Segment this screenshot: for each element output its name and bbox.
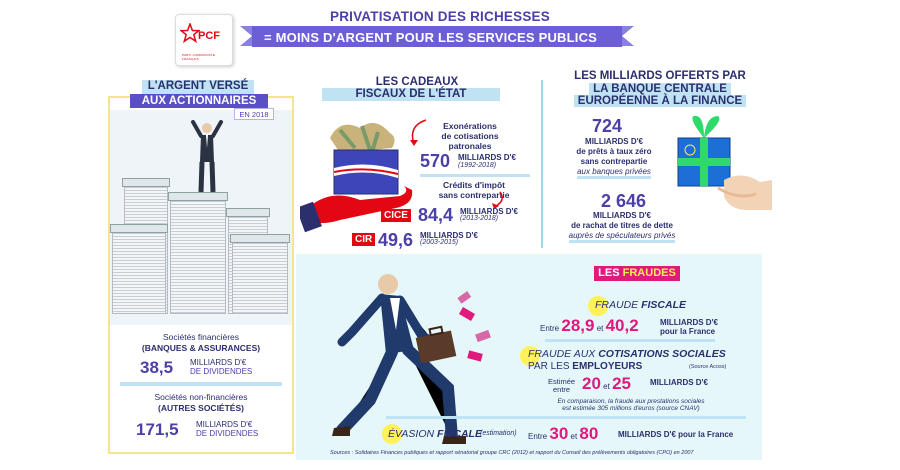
cir-amount: 49,6 — [378, 230, 414, 250]
arrow-curve-icon — [404, 118, 430, 148]
tax-credits-label-line1: Crédits d'impôt — [443, 180, 505, 190]
tax-fraud-unit — [660, 318, 718, 336]
businessman-icon — [190, 118, 224, 194]
fraud-divider — [386, 416, 746, 419]
exonerations-label — [430, 121, 510, 151]
tax-fraud-prefix: Entre — [540, 324, 560, 333]
tax-evasion-prefix: Entre — [528, 432, 548, 441]
exonerations-label-line2: de cotisations — [441, 131, 499, 141]
logo-text: PCF — [198, 30, 220, 42]
financial-desc-line1: Sociétés financières — [162, 332, 240, 342]
tax-fraud-unit-line1: MILLIARDS D'€ — [660, 318, 718, 327]
ecb-title-line3: EUROPÉENNE À LA FINANCE — [574, 95, 746, 107]
ecb-loans-unit — [558, 137, 670, 177]
cir-tag: CIR — [352, 233, 375, 246]
social-fraud-and: et — [603, 382, 610, 391]
social-fraud-range — [582, 374, 631, 394]
tax-credits-label — [428, 180, 520, 200]
tax-evasion-range — [528, 424, 598, 444]
social-fraud-estime-line1: Estimée — [548, 377, 576, 386]
tax-fraud-title-b: FISCALE — [641, 299, 687, 311]
social-fraud-note-line2: est estimée 305 millions d'euros (source CNAV) — [562, 405, 700, 412]
money-stack — [112, 230, 166, 314]
money-bill — [110, 224, 168, 233]
money-stack — [170, 198, 226, 314]
nonfinancial-desc-line2: (AUTRES SOCIÉTÉS) — [158, 403, 244, 413]
cice-period: (2013-2018) — [460, 215, 499, 222]
ecb-title-line1: LES MILLIARDS OFFERTS PAR — [574, 70, 746, 82]
nonfinancial-companies-desc — [110, 392, 292, 414]
money-bill — [230, 234, 290, 243]
sources-footnote: Sources : Solidaires Finances publiques et rapport sénatorial groupe CRC (2012) et rapport du Conseil des prélèvements obligatoires (CPO) en 2007 — [330, 450, 694, 456]
exonerations-amount: 570 — [420, 151, 451, 171]
nonfinancial-dividends-amount: 171,5 — [136, 420, 179, 439]
social-fraud-note-line1: En comparaison, la fraude aux prestations sociales — [557, 398, 705, 405]
social-fraud-unit: MILLIARDS D'€ — [650, 378, 708, 387]
tax-fraud-range — [540, 316, 639, 336]
ecb-bonds-unit-line2: de rachat de titres de dette — [571, 221, 673, 230]
tax-evasion-title-b: FISCALE — [437, 428, 482, 440]
nonfinancial-dividends-unit — [196, 420, 258, 438]
tax-fraud-unit-line2: pour la France — [660, 327, 716, 336]
financial-unit-line2: DE DIVIDENDES — [190, 367, 253, 376]
social-fraud-subtitle — [528, 361, 642, 372]
nonfinancial-unit-line1: MILLIARDS D'€ — [196, 420, 253, 429]
ecb-loans-unit-line3: sans contrepartie — [580, 157, 648, 166]
exonerations-unit: MILLIARDS D'€ — [458, 153, 516, 162]
tax-evasion-estimation: (estimation) — [480, 430, 517, 437]
tax-evasion-low: 30 — [549, 424, 569, 443]
tax-credits-label-line2: sans contrepartie — [438, 190, 510, 200]
money-stack — [232, 240, 288, 314]
tax-gifts-title-line1: LES CADEAUX — [375, 76, 459, 88]
tax-gifts-title-line2: FISCAUX DE L'ÉTAT — [355, 88, 467, 100]
ecb-bonds-unit-line1: MILLIARDS D'€ — [593, 211, 651, 220]
ecb-title — [562, 70, 758, 108]
pcf-logo — [175, 14, 233, 66]
left-title-line1: L'ARGENT VERSÉ — [147, 80, 249, 92]
ecb-bonds-unit-line3: auprès de spéculateurs privés — [569, 231, 676, 243]
social-fraud-title — [528, 349, 726, 360]
gift-euro-icon — [664, 110, 774, 218]
nonfinancial-desc-line1: Sociétés non-financières — [154, 392, 248, 402]
social-fraud-low: 20 — [582, 374, 601, 393]
social-fraud-estime-line2: entre — [552, 385, 571, 394]
cice-unit: MILLIARDS D'€ — [460, 207, 518, 216]
social-fraud-source: (Source Acoss) — [689, 364, 727, 370]
logo-subtext: PARTI COMMUNISTE FRANÇAIS — [182, 53, 216, 61]
running-man-icon — [330, 270, 500, 454]
ecb-bonds-unit — [557, 211, 687, 241]
exonerations-period: (1992-2018) — [458, 162, 497, 169]
social-fraud-sub-b: EMPLOYEURS — [572, 361, 643, 372]
tax-fraud-low: 28,9 — [561, 316, 595, 335]
financial-desc-line2: (BANQUES & ASSURANCES) — [141, 343, 261, 353]
cir-unit: MILLIARDS D'€ — [420, 231, 478, 240]
ecb-loans-unit-line1: MILLIARDS D'€ — [585, 137, 643, 146]
nonfinancial-unit-line2: DE DIVIDENDES — [196, 429, 259, 438]
social-fraud-high: 25 — [612, 374, 631, 393]
fraud-divider — [545, 339, 715, 342]
exonerations-label-line1: Exonérations — [443, 121, 497, 131]
left-divider — [120, 382, 282, 386]
social-fraud-sub-a: PAR LES — [528, 361, 570, 372]
cice-amount: 84,4 — [418, 205, 454, 225]
page-subtitle: = MOINS D'ARGENT POUR LES SERVICES PUBLICS — [264, 30, 598, 45]
ecb-loans-amount: 724 — [592, 116, 623, 136]
ecb-loans-unit-line2: de prêts à taux zéro — [576, 147, 652, 156]
tax-evasion-unit: MILLIARDS D'€ pour la France — [618, 430, 734, 439]
tax-fraud-high: 40,2 — [605, 316, 639, 335]
year-badge: EN 2018 — [234, 108, 274, 120]
fraud-title-prefix: LES — [598, 267, 620, 279]
ecb-loans-unit-line4: aux banques privées — [577, 167, 651, 179]
exonerations-label-line3: patronales — [448, 141, 492, 151]
page-title: PRIVATISATION DES RICHESSES — [330, 9, 550, 24]
cice-tag: CICE — [381, 209, 411, 222]
tax-evasion-title-a: ÉVASION — [388, 428, 435, 440]
star-icon — [180, 23, 200, 43]
fraud-title-word: FRAUDES — [622, 267, 676, 279]
tax-fraud-and: et — [596, 324, 604, 333]
financial-unit-line1: MILLIARDS D'€ — [190, 358, 247, 367]
financial-dividends-unit — [190, 358, 252, 376]
tax-fraud-title — [595, 299, 686, 311]
tax-evasion-and: et — [570, 432, 578, 441]
ecb-bonds-amount: 2 646 — [601, 191, 647, 211]
financial-companies-desc — [110, 332, 292, 354]
social-fraud-estimated — [548, 378, 575, 394]
financial-dividends-amount: 38,5 — [140, 358, 174, 377]
social-fraud-title-a: FRAUDE AUX — [528, 348, 596, 360]
column-divider — [541, 80, 543, 248]
money-bill — [122, 178, 170, 187]
left-title-line2: AUX ACTIONNAIRES — [141, 95, 257, 107]
cir-period: (2003-2015) — [420, 239, 459, 246]
money-bill — [226, 208, 270, 217]
social-fraud-note — [546, 398, 716, 412]
fraud-title — [594, 267, 680, 279]
social-fraud-title-b: COTISATIONS SOCIALES — [598, 348, 726, 360]
tax-fraud-title-a: FRAUDE — [595, 299, 639, 311]
middle-divider — [420, 174, 530, 177]
ecb-title-line2: LA BANQUE CENTRALE — [589, 83, 731, 95]
tax-evasion-title — [388, 428, 482, 440]
tax-evasion-high: 80 — [579, 424, 599, 443]
